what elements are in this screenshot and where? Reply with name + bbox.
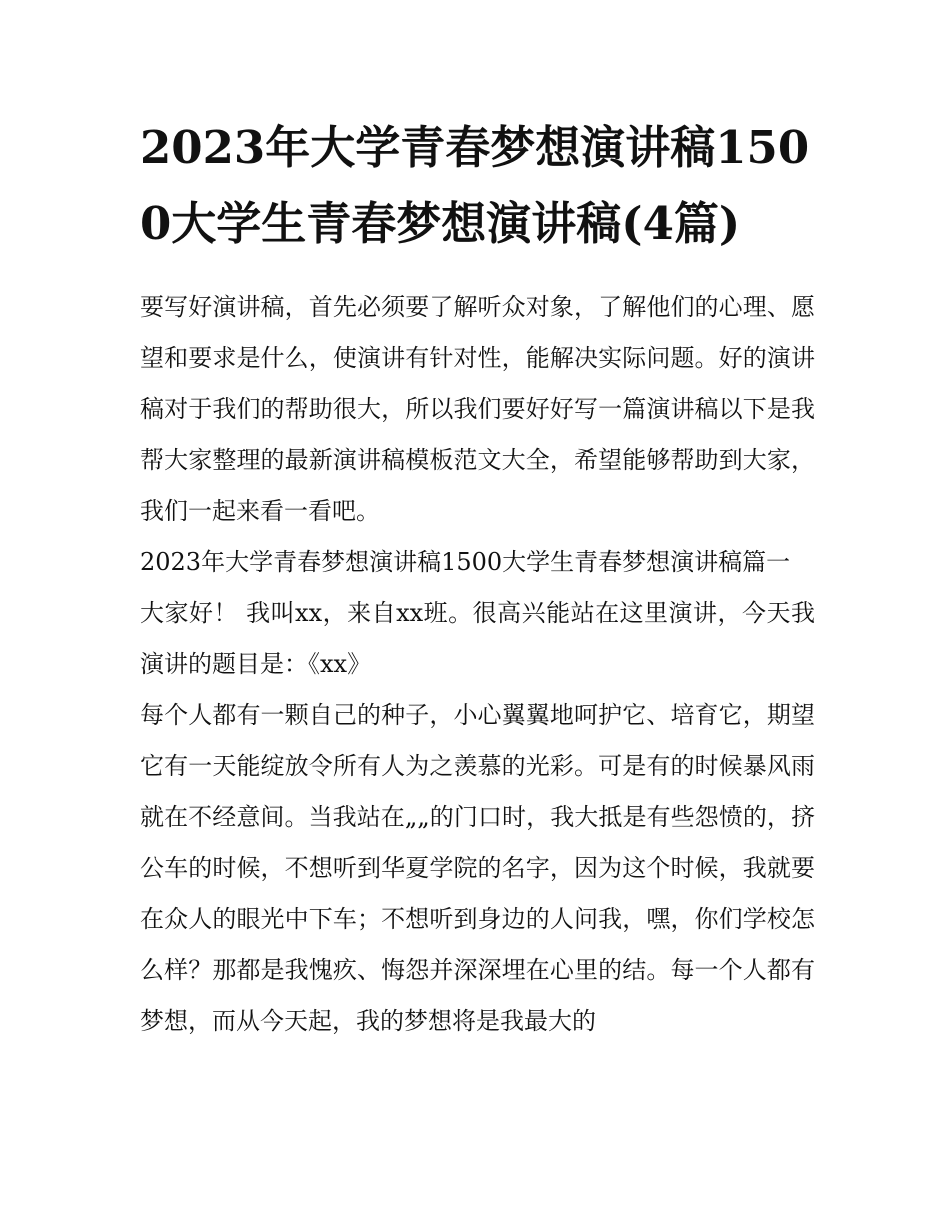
document-page [140,110,815,1047]
speech-paragraph: 每个人都有一颗自己的种子，小心翼翼地呵护它、培育它，期望它有一天能绽放令所有人为之羡慕的光彩。可是有的时候暴风雨就在不经意间。当我站在„„的门口时，我大抵是有些怨愤的，挤公车的时候，不想听到华夏学院的名字，因为这个时候，我就要在众人的眼光中下车；不想听到身边的人问我，嘿，你们学校怎么样？那都是我愧疚、悔怨并深深埋在心里的结。每一个人都有梦想，而从今天起，我的梦想将是我最大的 [140,701,815,1035]
section-heading-paragraph: 2023年大学青春梦想演讲稿1500大学生青春梦想演讲稿篇一 [140,548,791,576]
greeting-paragraph: 大家好！ 我叫xx，来自xx班。很高兴能站在这里演讲，今天我演讲的题目是：《xx》 [140,599,815,678]
document-title: 2023年大学青春梦想演讲稿1500大学生青春梦想演讲稿(4篇) [140,121,810,250]
document-body [140,282,815,1047]
intro-paragraph: 要写好演讲稿，首先必须要了解听众对象，了解他们的心理、愿望和要求是什么，使演讲有针对性，能解决实际问题。好的演讲稿对于我们的帮助很大，所以我们要好好写一篇演讲稿以下是我帮大家整理的最新演讲稿模板范文大全，希望能够帮助到大家，我们一起来看一看吧。 [140,293,815,525]
